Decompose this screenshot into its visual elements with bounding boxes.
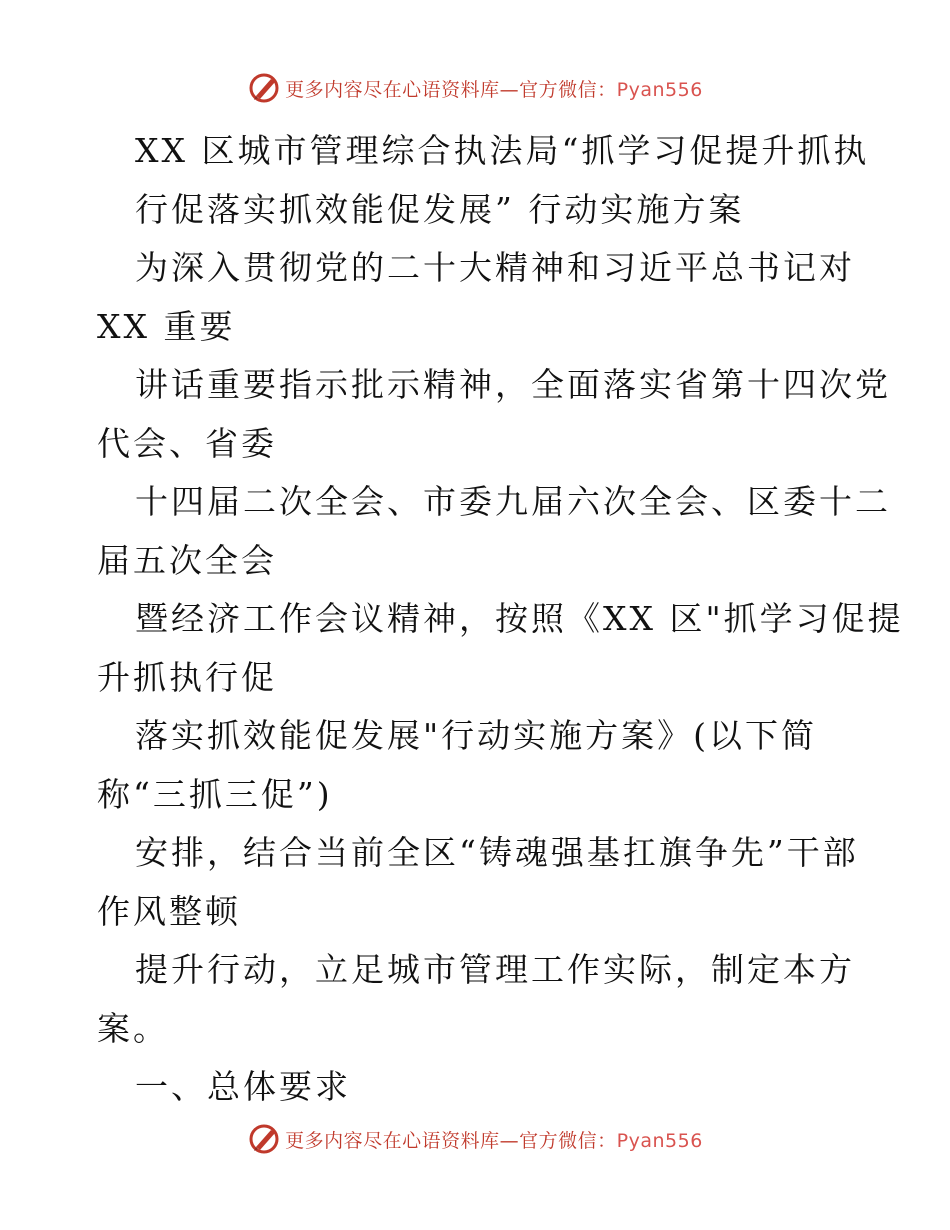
document-line: 提升行动，立足城市管理工作实际，制定本方	[135, 950, 855, 989]
document-line: 升抓执行促	[97, 657, 277, 697]
document-line: XX 重要	[97, 306, 236, 346]
section-heading: 一、总体要求	[135, 1067, 351, 1106]
header-banner-text	[285, 75, 703, 102]
document-line: 作风整顿	[97, 891, 241, 931]
pen-logo-icon	[247, 71, 281, 105]
document-line: 届五次全会	[97, 540, 277, 580]
document-line: 暨经济工作会议精神，按照《XX 区"抓学习促提	[135, 599, 904, 638]
document-body	[97, 122, 904, 1117]
document-line: 行促落实抓效能促发展” 行动实施方案	[135, 189, 745, 229]
pen-logo-icon	[247, 1122, 281, 1156]
document-line: 讲话重要指示批示精神，全面落实省第十四次党	[135, 365, 891, 404]
document-line: 称“三抓三促”)	[97, 774, 333, 814]
document-line: XX 区城市管理综合执法局“抓学习促提升抓执	[135, 131, 870, 170]
document-line: 安排，结合当前全区“铸魂强基扛旗争先”干部	[135, 833, 859, 872]
footer-banner-label: 更多内容尽在心语资料库—官方微信：	[285, 1129, 617, 1152]
document-line: 十四届二次全会、市委九届六次全会、区委十二	[135, 482, 891, 521]
document-line: 为深入贯彻党的二十大精神和习近平总书记对	[135, 248, 855, 287]
header-banner-account: Pyan556	[616, 78, 703, 101]
document-line: 落实抓效能促发展"行动实施方案》(以下简	[135, 716, 818, 755]
footer-banner-account: Pyan556	[616, 1129, 703, 1152]
footer-banner-text	[285, 1126, 703, 1153]
document-line: 代会、省委	[97, 423, 277, 463]
footer-watermark-banner	[0, 1119, 950, 1159]
header-banner-label: 更多内容尽在心语资料库—官方微信：	[285, 78, 617, 101]
footer-banner-inner	[247, 1122, 703, 1156]
header-banner-inner	[247, 71, 703, 105]
header-watermark-banner	[0, 68, 950, 108]
document-line: 案。	[97, 1008, 169, 1048]
